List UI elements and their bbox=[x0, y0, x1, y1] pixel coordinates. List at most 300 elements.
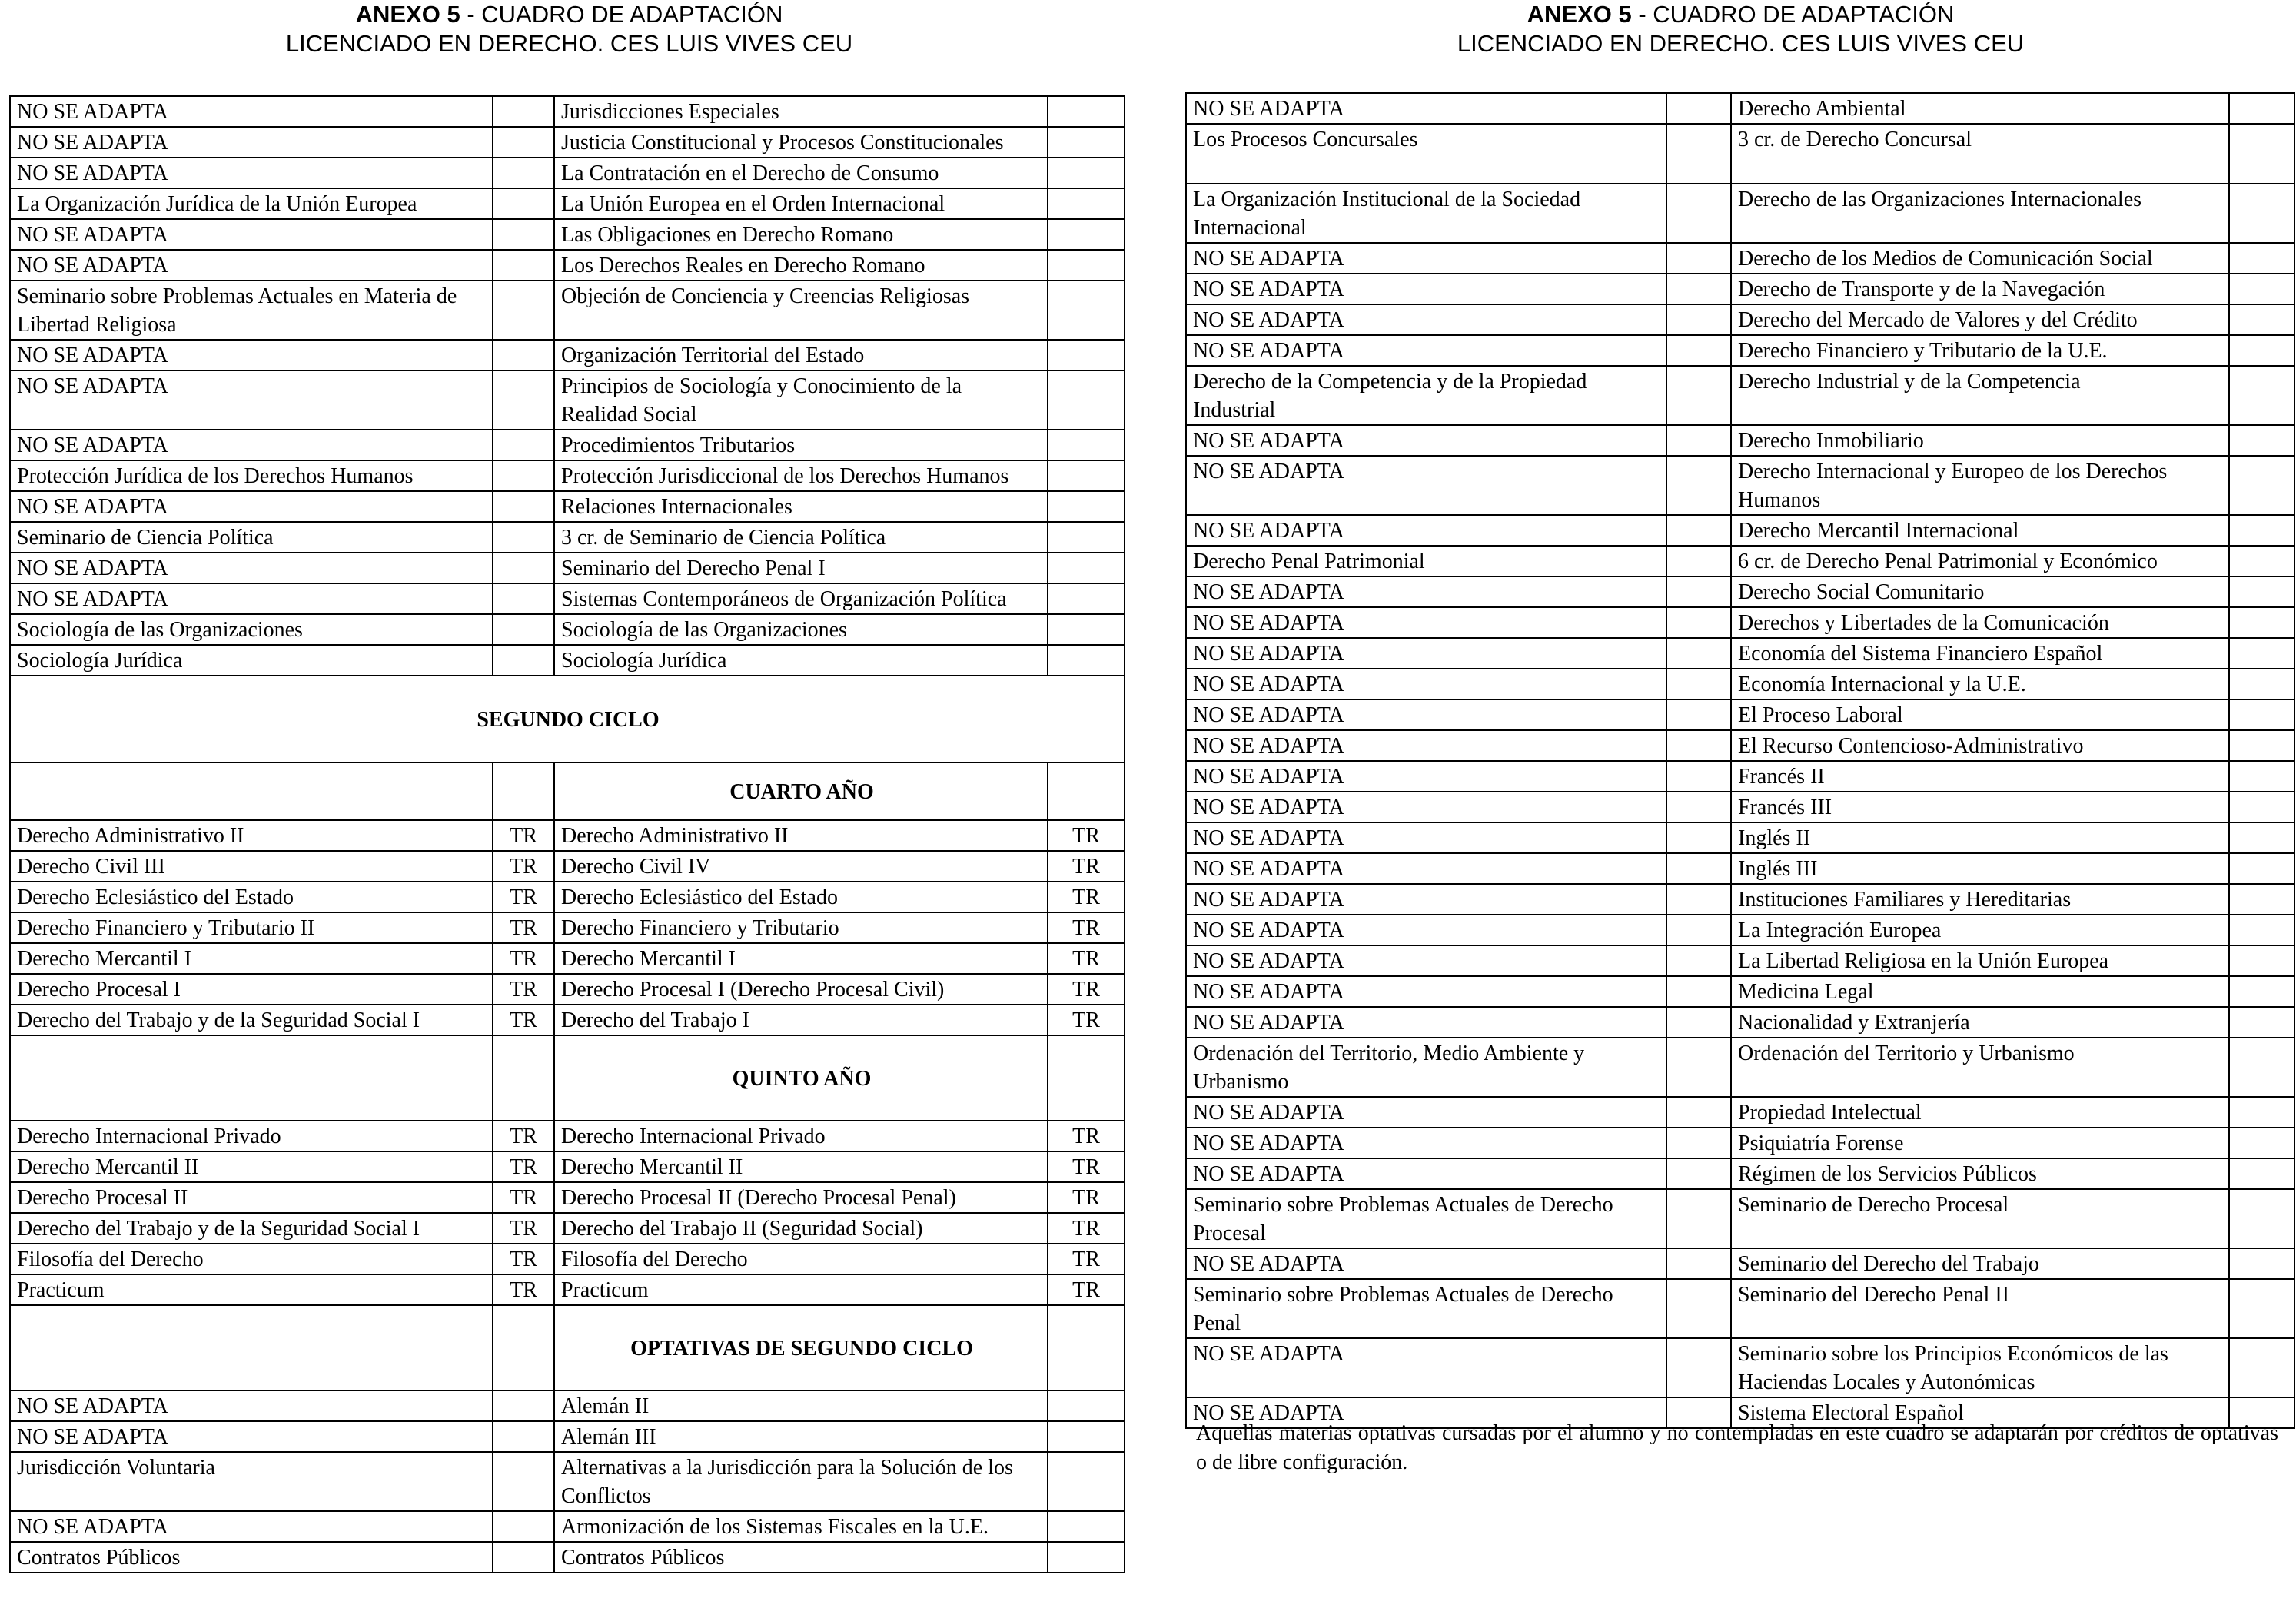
origin-subject-cell: NO SE ADAPTA bbox=[1186, 93, 1666, 124]
target-subject-cell: Derecho Eclesiástico del Estado bbox=[554, 882, 1048, 912]
table-row bbox=[1186, 1007, 2294, 1038]
origin-subject-cell: Derecho Financiero y Tributario II bbox=[10, 912, 493, 943]
target-type-cell bbox=[2229, 976, 2294, 1007]
target-type-cell bbox=[1048, 583, 1125, 614]
target-type-cell bbox=[1048, 491, 1125, 522]
origin-subject-cell: NO SE ADAPTA bbox=[1186, 945, 1666, 976]
target-subject-cell: Jurisdicciones Especiales bbox=[554, 96, 1048, 127]
origin-type-cell bbox=[1666, 274, 1731, 304]
table-row bbox=[1186, 243, 2294, 274]
table-row bbox=[10, 974, 1125, 1005]
origin-type-cell bbox=[493, 158, 554, 188]
table-row bbox=[1186, 304, 2294, 335]
table-row bbox=[1186, 1279, 2294, 1338]
table-row bbox=[10, 158, 1125, 188]
target-subject-cell: Propiedad Intelectual bbox=[1731, 1097, 2229, 1128]
target-subject-cell: Derecho Internacional y Europeo de los Derechos Humanos bbox=[1731, 456, 2229, 515]
table-row bbox=[1186, 1128, 2294, 1158]
table-row bbox=[10, 370, 1125, 430]
origin-subject-cell: Derecho Procesal I bbox=[10, 974, 493, 1005]
cuarto-blank-ocode bbox=[493, 762, 554, 820]
origin-type-cell: TR bbox=[493, 1244, 554, 1274]
table-row bbox=[1186, 546, 2294, 576]
table-row bbox=[1186, 1338, 2294, 1397]
cuarto-heading-row bbox=[10, 762, 1125, 820]
target-type-cell bbox=[2229, 366, 2294, 425]
table-row bbox=[1186, 93, 2294, 124]
origin-subject-cell: NO SE ADAPTA bbox=[10, 1421, 493, 1452]
left-annex-title: - CUADRO DE ADAPTACIÓN bbox=[460, 1, 783, 28]
origin-type-cell bbox=[493, 1452, 554, 1511]
table-row bbox=[1186, 853, 2294, 884]
table-row bbox=[10, 127, 1125, 158]
table-row bbox=[10, 912, 1125, 943]
table-row bbox=[10, 1452, 1125, 1511]
origin-subject-cell: NO SE ADAPTA bbox=[1186, 761, 1666, 792]
origin-type-cell bbox=[1666, 945, 1731, 976]
origin-subject-cell: Jurisdicción Voluntaria bbox=[10, 1452, 493, 1511]
target-subject-cell: Derechos y Libertades de la Comunicación bbox=[1731, 607, 2229, 638]
origin-type-cell bbox=[1666, 366, 1731, 425]
target-type-cell bbox=[2229, 638, 2294, 669]
table-row bbox=[10, 96, 1125, 127]
table-row bbox=[10, 1274, 1125, 1305]
target-type-cell: TR bbox=[1048, 912, 1125, 943]
target-subject-cell: Ordenación del Territorio y Urbanismo bbox=[1731, 1038, 2229, 1097]
origin-type-cell bbox=[1666, 1128, 1731, 1158]
origin-type-cell bbox=[1666, 1279, 1731, 1338]
target-type-cell bbox=[1048, 127, 1125, 158]
origin-subject-cell: NO SE ADAPTA bbox=[10, 370, 493, 430]
table-row bbox=[1186, 884, 2294, 915]
target-type-cell bbox=[1048, 158, 1125, 188]
origin-subject-cell: NO SE ADAPTA bbox=[10, 340, 493, 370]
table-row bbox=[1186, 335, 2294, 366]
table-row bbox=[10, 1511, 1125, 1542]
origin-type-cell bbox=[1666, 915, 1731, 945]
target-subject-cell: 3 cr. de Derecho Concursal bbox=[1731, 124, 2229, 184]
table-row bbox=[10, 553, 1125, 583]
origin-type-cell: TR bbox=[493, 1274, 554, 1305]
target-subject-cell: Seminario del Derecho Penal II bbox=[1731, 1279, 2229, 1338]
table-row bbox=[1186, 822, 2294, 853]
origin-subject-cell: Derecho del Trabajo y de la Seguridad Social I bbox=[10, 1005, 493, 1035]
table-row bbox=[10, 340, 1125, 370]
target-subject-cell: Sociología de las Organizaciones bbox=[554, 614, 1048, 645]
target-type-cell bbox=[2229, 761, 2294, 792]
origin-type-cell bbox=[493, 1421, 554, 1452]
origin-subject-cell: Seminario sobre Problemas Actuales en Materia de Libertad Religiosa bbox=[10, 281, 493, 340]
target-type-cell bbox=[1048, 281, 1125, 340]
table-row bbox=[10, 281, 1125, 340]
table-row bbox=[10, 491, 1125, 522]
table-row bbox=[1186, 124, 2294, 184]
target-subject-cell: Instituciones Familiares y Hereditarias bbox=[1731, 884, 2229, 915]
table-row bbox=[10, 188, 1125, 219]
origin-subject-cell: Derecho de la Competencia y de la Propiedad Industrial bbox=[1186, 366, 1666, 425]
table-row bbox=[10, 1005, 1125, 1035]
target-type-cell bbox=[2229, 1128, 2294, 1158]
left-primer-rows bbox=[10, 96, 1125, 676]
right-annex-label: ANEXO 5 bbox=[1527, 1, 1632, 28]
right-header-line1 bbox=[1185, 0, 2296, 29]
target-type-cell: TR bbox=[1048, 820, 1125, 851]
origin-subject-cell: Derecho Procesal II bbox=[10, 1182, 493, 1213]
origin-subject-cell: NO SE ADAPTA bbox=[1186, 1248, 1666, 1279]
origin-subject-cell: Derecho Administrativo II bbox=[10, 820, 493, 851]
target-subject-cell: Derecho Procesal I (Derecho Procesal Civil) bbox=[554, 974, 1048, 1005]
footer-note: Aquellas materias optativas cursadas por el alumno y no contempladas en este cuadro se adaptarán por créditos de optativas o de libre configuración. bbox=[1196, 1421, 2278, 1474]
origin-type-cell bbox=[493, 1542, 554, 1573]
origin-type-cell bbox=[493, 553, 554, 583]
origin-subject-cell: Protección Jurídica de los Derechos Humanos bbox=[10, 460, 493, 491]
target-type-cell bbox=[2229, 853, 2294, 884]
origin-type-cell bbox=[1666, 792, 1731, 822]
target-type-cell bbox=[2229, 425, 2294, 456]
right-page-header bbox=[1185, 0, 2296, 58]
target-subject-cell: Practicum bbox=[554, 1274, 1048, 1305]
target-type-cell: TR bbox=[1048, 974, 1125, 1005]
segundo-ciclo-heading: SEGUNDO CICLO bbox=[10, 676, 1125, 762]
target-type-cell bbox=[2229, 456, 2294, 515]
origin-subject-cell: NO SE ADAPTA bbox=[10, 553, 493, 583]
origin-subject-cell: NO SE ADAPTA bbox=[10, 491, 493, 522]
table-row bbox=[1186, 1248, 2294, 1279]
table-row bbox=[10, 851, 1125, 882]
origin-type-cell bbox=[1666, 669, 1731, 699]
origin-type-cell bbox=[1666, 699, 1731, 730]
origin-type-cell bbox=[493, 583, 554, 614]
target-subject-cell: Derecho Social Comunitario bbox=[1731, 576, 2229, 607]
table-row bbox=[1186, 576, 2294, 607]
table-row bbox=[10, 882, 1125, 912]
target-type-cell: TR bbox=[1048, 1244, 1125, 1274]
target-subject-cell: Seminario del Derecho Penal I bbox=[554, 553, 1048, 583]
target-type-cell bbox=[2229, 669, 2294, 699]
origin-type-cell bbox=[493, 614, 554, 645]
target-type-cell bbox=[2229, 1279, 2294, 1338]
origin-type-cell bbox=[493, 340, 554, 370]
table-row bbox=[10, 614, 1125, 645]
origin-type-cell: TR bbox=[493, 851, 554, 882]
target-type-cell bbox=[1048, 1390, 1125, 1421]
target-subject-cell: Derecho del Mercado de Valores y del Crédito bbox=[1731, 304, 2229, 335]
target-type-cell bbox=[2229, 607, 2294, 638]
target-type-cell bbox=[1048, 1511, 1125, 1542]
origin-subject-cell: NO SE ADAPTA bbox=[1186, 1007, 1666, 1038]
table-row bbox=[1186, 184, 2294, 243]
target-type-cell bbox=[1048, 250, 1125, 281]
target-type-cell bbox=[2229, 576, 2294, 607]
target-type-cell bbox=[2229, 915, 2294, 945]
target-subject-cell: El Proceso Laboral bbox=[1731, 699, 2229, 730]
table-row bbox=[10, 219, 1125, 250]
origin-type-cell: TR bbox=[493, 1121, 554, 1151]
target-subject-cell: Economía del Sistema Financiero Español bbox=[1731, 638, 2229, 669]
origin-type-cell: TR bbox=[493, 943, 554, 974]
target-subject-cell: Derecho del Trabajo I bbox=[554, 1005, 1048, 1035]
target-type-cell bbox=[2229, 1248, 2294, 1279]
origin-type-cell bbox=[493, 127, 554, 158]
origin-subject-cell: NO SE ADAPTA bbox=[1186, 884, 1666, 915]
origin-type-cell bbox=[1666, 607, 1731, 638]
origin-subject-cell: NO SE ADAPTA bbox=[10, 250, 493, 281]
target-type-cell bbox=[1048, 188, 1125, 219]
origin-subject-cell: NO SE ADAPTA bbox=[1186, 792, 1666, 822]
origin-type-cell bbox=[1666, 884, 1731, 915]
origin-type-cell bbox=[1666, 124, 1731, 184]
target-subject-cell: Contratos Públicos bbox=[554, 1542, 1048, 1573]
origin-subject-cell: NO SE ADAPTA bbox=[1186, 638, 1666, 669]
target-subject-cell: Sistema Electoral Español bbox=[1731, 1397, 2229, 1428]
origin-subject-cell: NO SE ADAPTA bbox=[10, 96, 493, 127]
origin-type-cell bbox=[493, 370, 554, 430]
origin-type-cell bbox=[1666, 425, 1731, 456]
origin-subject-cell: Sociología de las Organizaciones bbox=[10, 614, 493, 645]
left-optativas-rows bbox=[10, 1390, 1125, 1573]
table-row bbox=[1186, 1097, 2294, 1128]
origin-subject-cell: NO SE ADAPTA bbox=[10, 1390, 493, 1421]
target-subject-cell: Derecho de los Medios de Comunicación Social bbox=[1731, 243, 2229, 274]
optativas-blank-ocode bbox=[493, 1305, 554, 1390]
quinto-blank-tcode bbox=[1048, 1035, 1125, 1121]
target-subject-cell: Derecho Ambiental bbox=[1731, 93, 2229, 124]
origin-subject-cell: La Organización Jurídica de la Unión Europea bbox=[10, 188, 493, 219]
table-row bbox=[1186, 792, 2294, 822]
origin-subject-cell: NO SE ADAPTA bbox=[1186, 576, 1666, 607]
origin-subject-cell: NO SE ADAPTA bbox=[1186, 304, 1666, 335]
table-row bbox=[10, 1542, 1125, 1573]
target-subject-cell: Inglés II bbox=[1731, 822, 2229, 853]
target-subject-cell: Justicia Constitucional y Procesos Constitucionales bbox=[554, 127, 1048, 158]
target-type-cell bbox=[1048, 460, 1125, 491]
target-subject-cell: Derecho Mercantil I bbox=[554, 943, 1048, 974]
origin-subject-cell: NO SE ADAPTA bbox=[10, 583, 493, 614]
target-subject-cell: Psiquiatría Forense bbox=[1731, 1128, 2229, 1158]
target-type-cell bbox=[2229, 884, 2294, 915]
target-subject-cell: Relaciones Internacionales bbox=[554, 491, 1048, 522]
origin-type-cell bbox=[1666, 576, 1731, 607]
target-type-cell bbox=[1048, 645, 1125, 676]
target-subject-cell: Sistemas Contemporáneos de Organización Política bbox=[554, 583, 1048, 614]
origin-type-cell: TR bbox=[493, 974, 554, 1005]
origin-subject-cell: NO SE ADAPTA bbox=[10, 158, 493, 188]
origin-type-cell: TR bbox=[493, 820, 554, 851]
origin-type-cell bbox=[493, 96, 554, 127]
target-type-cell: TR bbox=[1048, 943, 1125, 974]
origin-type-cell bbox=[493, 250, 554, 281]
table-row bbox=[10, 250, 1125, 281]
cuarto-heading: CUARTO AÑO bbox=[554, 762, 1048, 820]
origin-type-cell bbox=[1666, 1007, 1731, 1038]
origin-subject-cell: Contratos Públicos bbox=[10, 1542, 493, 1573]
origin-type-cell bbox=[1666, 761, 1731, 792]
table-row bbox=[10, 1421, 1125, 1452]
target-subject-cell: 3 cr. de Seminario de Ciencia Política bbox=[554, 522, 1048, 553]
table-row bbox=[10, 460, 1125, 491]
origin-subject-cell: Seminario sobre Problemas Actuales de Derecho Procesal bbox=[1186, 1189, 1666, 1248]
optativas-blank-tcode bbox=[1048, 1305, 1125, 1390]
origin-type-cell bbox=[493, 188, 554, 219]
cuarto-blank-origin bbox=[10, 762, 493, 820]
target-type-cell: TR bbox=[1048, 1213, 1125, 1244]
origin-type-cell: TR bbox=[493, 1151, 554, 1182]
origin-subject-cell: NO SE ADAPTA bbox=[1186, 515, 1666, 546]
origin-subject-cell: NO SE ADAPTA bbox=[1186, 456, 1666, 515]
target-subject-cell: Seminario sobre los Principios Económicos de las Haciendas Locales y Autonómicas bbox=[1731, 1338, 2229, 1397]
target-subject-cell: Procedimientos Tributarios bbox=[554, 430, 1048, 460]
target-type-cell: TR bbox=[1048, 1274, 1125, 1305]
table-row bbox=[1186, 730, 2294, 761]
origin-subject-cell: Derecho del Trabajo y de la Seguridad Social I bbox=[10, 1213, 493, 1244]
table-row bbox=[1186, 607, 2294, 638]
target-type-cell bbox=[1048, 340, 1125, 370]
table-row bbox=[10, 1182, 1125, 1213]
origin-type-cell bbox=[1666, 1189, 1731, 1248]
target-type-cell bbox=[1048, 219, 1125, 250]
origin-subject-cell: Derecho Penal Patrimonial bbox=[1186, 546, 1666, 576]
table-row bbox=[1186, 915, 2294, 945]
target-subject-cell: Derecho Civil IV bbox=[554, 851, 1048, 882]
target-subject-cell: Derecho Internacional Privado bbox=[554, 1121, 1048, 1151]
table-row bbox=[1186, 1189, 2294, 1248]
origin-subject-cell: NO SE ADAPTA bbox=[1186, 425, 1666, 456]
target-subject-cell: Régimen de los Servicios Públicos bbox=[1731, 1158, 2229, 1189]
target-subject-cell: Derecho de Transporte y de la Navegación bbox=[1731, 274, 2229, 304]
target-subject-cell: Las Obligaciones en Derecho Romano bbox=[554, 219, 1048, 250]
left-header-line1 bbox=[9, 0, 1129, 29]
origin-type-cell bbox=[493, 219, 554, 250]
origin-subject-cell: NO SE ADAPTA bbox=[1186, 1097, 1666, 1128]
target-type-cell bbox=[2229, 335, 2294, 366]
target-type-cell bbox=[2229, 243, 2294, 274]
target-type-cell bbox=[2229, 699, 2294, 730]
origin-type-cell: TR bbox=[493, 1005, 554, 1035]
origin-subject-cell: Sociología Jurídica bbox=[10, 645, 493, 676]
origin-subject-cell: NO SE ADAPTA bbox=[1186, 1128, 1666, 1158]
origin-type-cell bbox=[493, 1390, 554, 1421]
right-adaptation-table bbox=[1185, 92, 2295, 1429]
origin-type-cell bbox=[1666, 638, 1731, 669]
target-subject-cell: Organización Territorial del Estado bbox=[554, 340, 1048, 370]
table-row bbox=[10, 1151, 1125, 1182]
target-type-cell bbox=[2229, 1038, 2294, 1097]
origin-type-cell: TR bbox=[493, 912, 554, 943]
origin-subject-cell: NO SE ADAPTA bbox=[1186, 607, 1666, 638]
right-table-rows bbox=[1186, 93, 2294, 1428]
target-type-cell bbox=[2229, 1158, 2294, 1189]
target-type-cell bbox=[2229, 93, 2294, 124]
target-type-cell bbox=[2229, 184, 2294, 243]
table-row bbox=[1186, 1158, 2294, 1189]
origin-type-cell bbox=[1666, 243, 1731, 274]
optativas-heading-row bbox=[10, 1305, 1125, 1390]
table-row bbox=[1186, 669, 2294, 699]
origin-subject-cell: Ordenación del Territorio, Medio Ambiente y Urbanismo bbox=[1186, 1038, 1666, 1097]
origin-subject-cell: Seminario de Ciencia Política bbox=[10, 522, 493, 553]
table-row bbox=[1186, 456, 2294, 515]
target-type-cell: TR bbox=[1048, 882, 1125, 912]
origin-type-cell bbox=[1666, 335, 1731, 366]
target-type-cell bbox=[2229, 124, 2294, 184]
table-row bbox=[10, 1244, 1125, 1274]
cuarto-blank-tcode bbox=[1048, 762, 1125, 820]
table-row bbox=[10, 1213, 1125, 1244]
target-type-cell bbox=[2229, 1189, 2294, 1248]
left-adaptation-table bbox=[9, 95, 1125, 1573]
target-type-cell bbox=[2229, 1097, 2294, 1128]
origin-subject-cell: Derecho Internacional Privado bbox=[10, 1121, 493, 1151]
right-annex-title: - CUADRO DE ADAPTACIÓN bbox=[1631, 1, 1955, 28]
origin-type-cell bbox=[1666, 822, 1731, 853]
origin-subject-cell: NO SE ADAPTA bbox=[1186, 1158, 1666, 1189]
origin-type-cell bbox=[1666, 546, 1731, 576]
target-type-cell: TR bbox=[1048, 851, 1125, 882]
origin-type-cell bbox=[1666, 1248, 1731, 1279]
target-subject-cell: Derecho Financiero y Tributario bbox=[554, 912, 1048, 943]
target-type-cell bbox=[1048, 1421, 1125, 1452]
origin-type-cell bbox=[1666, 304, 1731, 335]
quinto-banner-body bbox=[10, 1035, 1125, 1121]
optativas-banner-body bbox=[10, 1305, 1125, 1390]
origin-type-cell bbox=[493, 645, 554, 676]
quinto-blank-ocode bbox=[493, 1035, 554, 1121]
target-subject-cell: La Integración Europea bbox=[1731, 915, 2229, 945]
target-type-cell bbox=[2229, 822, 2294, 853]
table-row bbox=[10, 943, 1125, 974]
left-annex-label: ANEXO 5 bbox=[355, 1, 460, 28]
table-row bbox=[10, 820, 1125, 851]
segundo-ciclo-row bbox=[10, 676, 1125, 762]
target-type-cell bbox=[1048, 614, 1125, 645]
target-subject-cell: Alternativas a la Jurisdicción para la Solución de los Conflictos bbox=[554, 1452, 1048, 1511]
origin-type-cell: TR bbox=[493, 1213, 554, 1244]
left-quinto-rows bbox=[10, 1121, 1125, 1305]
target-subject-cell: Derecho Administrativo II bbox=[554, 820, 1048, 851]
target-type-cell bbox=[1048, 553, 1125, 583]
origin-subject-cell: La Organización Institucional de la Sociedad Internacional bbox=[1186, 184, 1666, 243]
table-row bbox=[10, 1121, 1125, 1151]
origin-type-cell bbox=[1666, 853, 1731, 884]
table-row bbox=[1186, 274, 2294, 304]
target-subject-cell: Economía Internacional y la U.E. bbox=[1731, 669, 2229, 699]
origin-type-cell bbox=[1666, 184, 1731, 243]
target-type-cell bbox=[2229, 945, 2294, 976]
target-subject-cell: Derecho Inmobiliario bbox=[1731, 425, 2229, 456]
table-row bbox=[1186, 976, 2294, 1007]
target-subject-cell: La Libertad Religiosa en la Unión Europea bbox=[1731, 945, 2229, 976]
target-subject-cell: Derecho Financiero y Tributario de la U.E. bbox=[1731, 335, 2229, 366]
target-subject-cell: Filosofía del Derecho bbox=[554, 1244, 1048, 1274]
origin-subject-cell: Filosofía del Derecho bbox=[10, 1244, 493, 1274]
table-row bbox=[1186, 945, 2294, 976]
table-row bbox=[10, 1390, 1125, 1421]
origin-subject-cell: NO SE ADAPTA bbox=[1186, 915, 1666, 945]
origin-subject-cell: Derecho Mercantil II bbox=[10, 1151, 493, 1182]
target-subject-cell: Inglés III bbox=[1731, 853, 2229, 884]
target-subject-cell: 6 cr. de Derecho Penal Patrimonial y Económico bbox=[1731, 546, 2229, 576]
target-subject-cell: La Contratación en el Derecho de Consumo bbox=[554, 158, 1048, 188]
origin-type-cell bbox=[1666, 730, 1731, 761]
segundo-ciclo-banner-body bbox=[10, 676, 1125, 820]
target-type-cell: TR bbox=[1048, 1151, 1125, 1182]
target-type-cell: TR bbox=[1048, 1182, 1125, 1213]
target-subject-cell: Alemán II bbox=[554, 1390, 1048, 1421]
target-subject-cell: Armonización de los Sistemas Fiscales en la U.E. bbox=[554, 1511, 1048, 1542]
target-type-cell bbox=[1048, 522, 1125, 553]
target-subject-cell: Seminario de Derecho Procesal bbox=[1731, 1189, 2229, 1248]
target-type-cell bbox=[2229, 274, 2294, 304]
